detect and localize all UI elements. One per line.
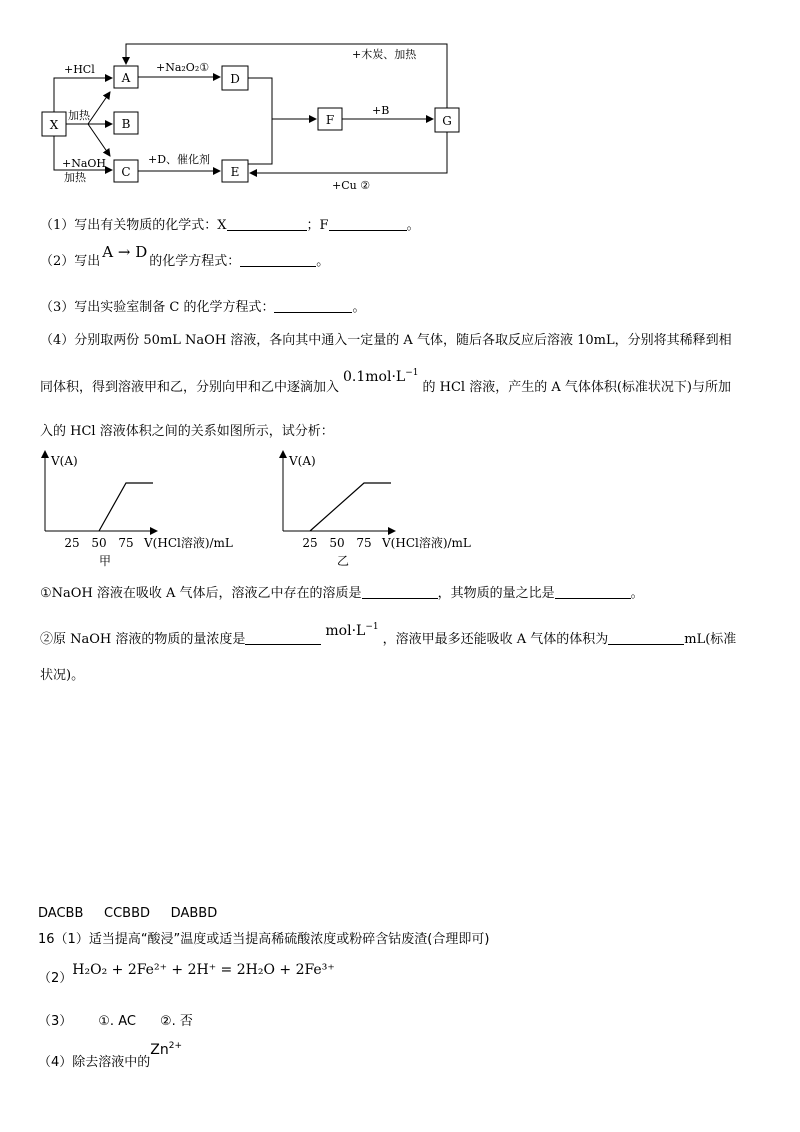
sub1-end: 。: [630, 586, 644, 601]
question-4-line1: [40, 333, 732, 349]
answer-16-2-label: （2）: [38, 971, 73, 986]
q2-end: 。: [316, 254, 330, 269]
node-d: D: [230, 72, 240, 86]
chart-name-label: 甲: [98, 554, 112, 568]
node-e: E: [230, 165, 240, 179]
x-tick-label: 25: [64, 536, 80, 550]
sub2-b: ，溶液甲最多还能吸收 A 气体的体积为: [382, 632, 609, 647]
label-naoh: +NaOH: [62, 157, 107, 170]
answer-16-1-text: 16（1）适当提高“酸浸”温度或适当提高稀硫酸浓度或粉碎含钴废渣(合理即可): [38, 932, 490, 947]
label-hcl: +HCl: [64, 63, 95, 76]
arrow-x-to-a: [54, 78, 112, 112]
node-b: B: [121, 117, 131, 131]
sub2-unit-sup: −1: [365, 622, 379, 632]
answer-mc: [38, 906, 217, 921]
sub2-a: ②原 NaOH 溶液的物质的量浓度是: [40, 632, 246, 647]
sub1-blank-ratio[interactable]: [555, 586, 631, 599]
q1-prefix: （1）写出有关物质的化学式：X: [40, 218, 227, 233]
sub1-blank-solute[interactable]: [362, 586, 438, 599]
question-3: [40, 300, 366, 316]
answer-16-3-a: ①. AC: [98, 1014, 136, 1029]
answer-16-1: [38, 928, 489, 947]
sub2-blank-conc[interactable]: [245, 632, 321, 645]
node-x: X: [49, 118, 59, 132]
sub2-line2: 状况)。: [40, 668, 85, 683]
series-line: [310, 483, 391, 531]
reaction-flow-diagram: [0, 30, 480, 200]
answer-16-4-ion-sup: 2+: [168, 1041, 183, 1051]
y-axis-label: V(A): [289, 454, 316, 468]
answer-16-4: [38, 1041, 183, 1070]
node-c: C: [121, 165, 131, 179]
q4-line3: 入的 HCl 溶液体积之间的关系如图所示，试分析：: [40, 424, 334, 439]
question-2: [40, 243, 330, 270]
q3-end: 。: [352, 300, 366, 315]
arrow-g-to-e: [250, 132, 447, 173]
label-plus-b: +B: [372, 104, 390, 117]
chart-name-label: 乙: [336, 554, 350, 568]
q4-concentration-sup: −1: [405, 368, 419, 378]
label-naoh-heat: 加热: [64, 171, 86, 184]
sub2-c: mL(标准: [684, 632, 737, 647]
y-axis-label: V(A): [51, 454, 78, 468]
x-tick-label: 75: [356, 536, 372, 550]
answer-16-4-label: （4）除去溶液中的: [38, 1055, 151, 1070]
q1-end: 。: [406, 218, 420, 233]
node-a: A: [121, 71, 131, 85]
q2-formula: A → D: [102, 243, 148, 261]
q4-line2-a: 同体积，得到溶液甲和乙，分别向甲和乙中逐滴加入: [40, 380, 340, 395]
q4-line1: （4）分别取两份 50mL NaOH 溶液，各向其中通入一定量的 A 气体，随后各取反应后溶液 10mL，分别将其稀释到相: [40, 333, 732, 348]
q2-blank[interactable]: [240, 254, 316, 267]
answer-16-2: [38, 962, 335, 986]
x-tick-label: 50: [91, 536, 107, 550]
q4-line2-b: 的 HCl 溶液，产生的 A 气体体积(标准状况下)与所加: [422, 380, 732, 395]
sub-question-2: [40, 622, 737, 648]
arrow-fan-up: [88, 92, 110, 124]
sub1-a: ①NaOH 溶液在吸收 A 气体后，溶液乙中存在的溶质是: [40, 586, 362, 601]
question-4-line2: [40, 368, 732, 396]
arrow-fan-down: [88, 124, 110, 156]
q3-text: （3）写出实验室制备 C 的化学方程式：: [40, 300, 275, 315]
sub-question-1: [40, 586, 644, 602]
x-tick-label: 50: [329, 536, 345, 550]
chart-yi: [268, 445, 498, 575]
q2-suffix: 的化学方程式：: [149, 254, 241, 269]
node-g: G: [442, 114, 452, 128]
sub2-blank-volume[interactable]: [608, 632, 684, 645]
answer-16-3: [38, 1010, 193, 1029]
q1-mid: ；F: [306, 218, 329, 233]
question-1: [40, 218, 420, 234]
label-cu: +Cu ②: [332, 179, 371, 192]
question-4-line3: [40, 424, 334, 440]
x-axis-label: V(HCl溶液)/mL: [144, 536, 233, 550]
sub1-b: ，其物质的量之比是: [437, 586, 555, 601]
q4-concentration: 0.1mol·L: [343, 369, 406, 385]
sub2-unit: mol·L: [325, 623, 366, 639]
answer-16-2-equation: H₂O₂ + 2Fe²⁺ + 2H⁺ = 2H₂O + 2Fe³⁺: [72, 962, 335, 978]
label-d-catalyst: +D、催化剂: [148, 153, 211, 166]
answer-16-3-label: （3）: [38, 1014, 73, 1029]
answer-mc-text: DACBB CCBBD DABBD: [38, 906, 218, 921]
q3-blank[interactable]: [274, 300, 352, 313]
label-na2o2: +Na₂O₂①: [156, 61, 210, 74]
label-charcoal: +木炭、加热: [352, 48, 417, 61]
series-line: [99, 483, 153, 531]
sub-question-2-line2: [40, 668, 84, 684]
line-d-merge: [248, 78, 272, 164]
chart-jia: [30, 445, 260, 575]
q1-blank-x[interactable]: [227, 218, 307, 231]
answer-16-4-ion: Zn: [150, 1042, 169, 1058]
x-axis-label: V(HCl溶液)/mL: [382, 536, 471, 550]
x-tick-label: 75: [118, 536, 134, 550]
q1-blank-f[interactable]: [329, 218, 407, 231]
q2-prefix: （2）写出: [40, 254, 101, 269]
label-heat: 加热: [68, 109, 90, 122]
answer-16-3-b: ②. 否: [159, 1014, 193, 1029]
node-f: F: [325, 113, 335, 127]
x-tick-label: 25: [302, 536, 318, 550]
